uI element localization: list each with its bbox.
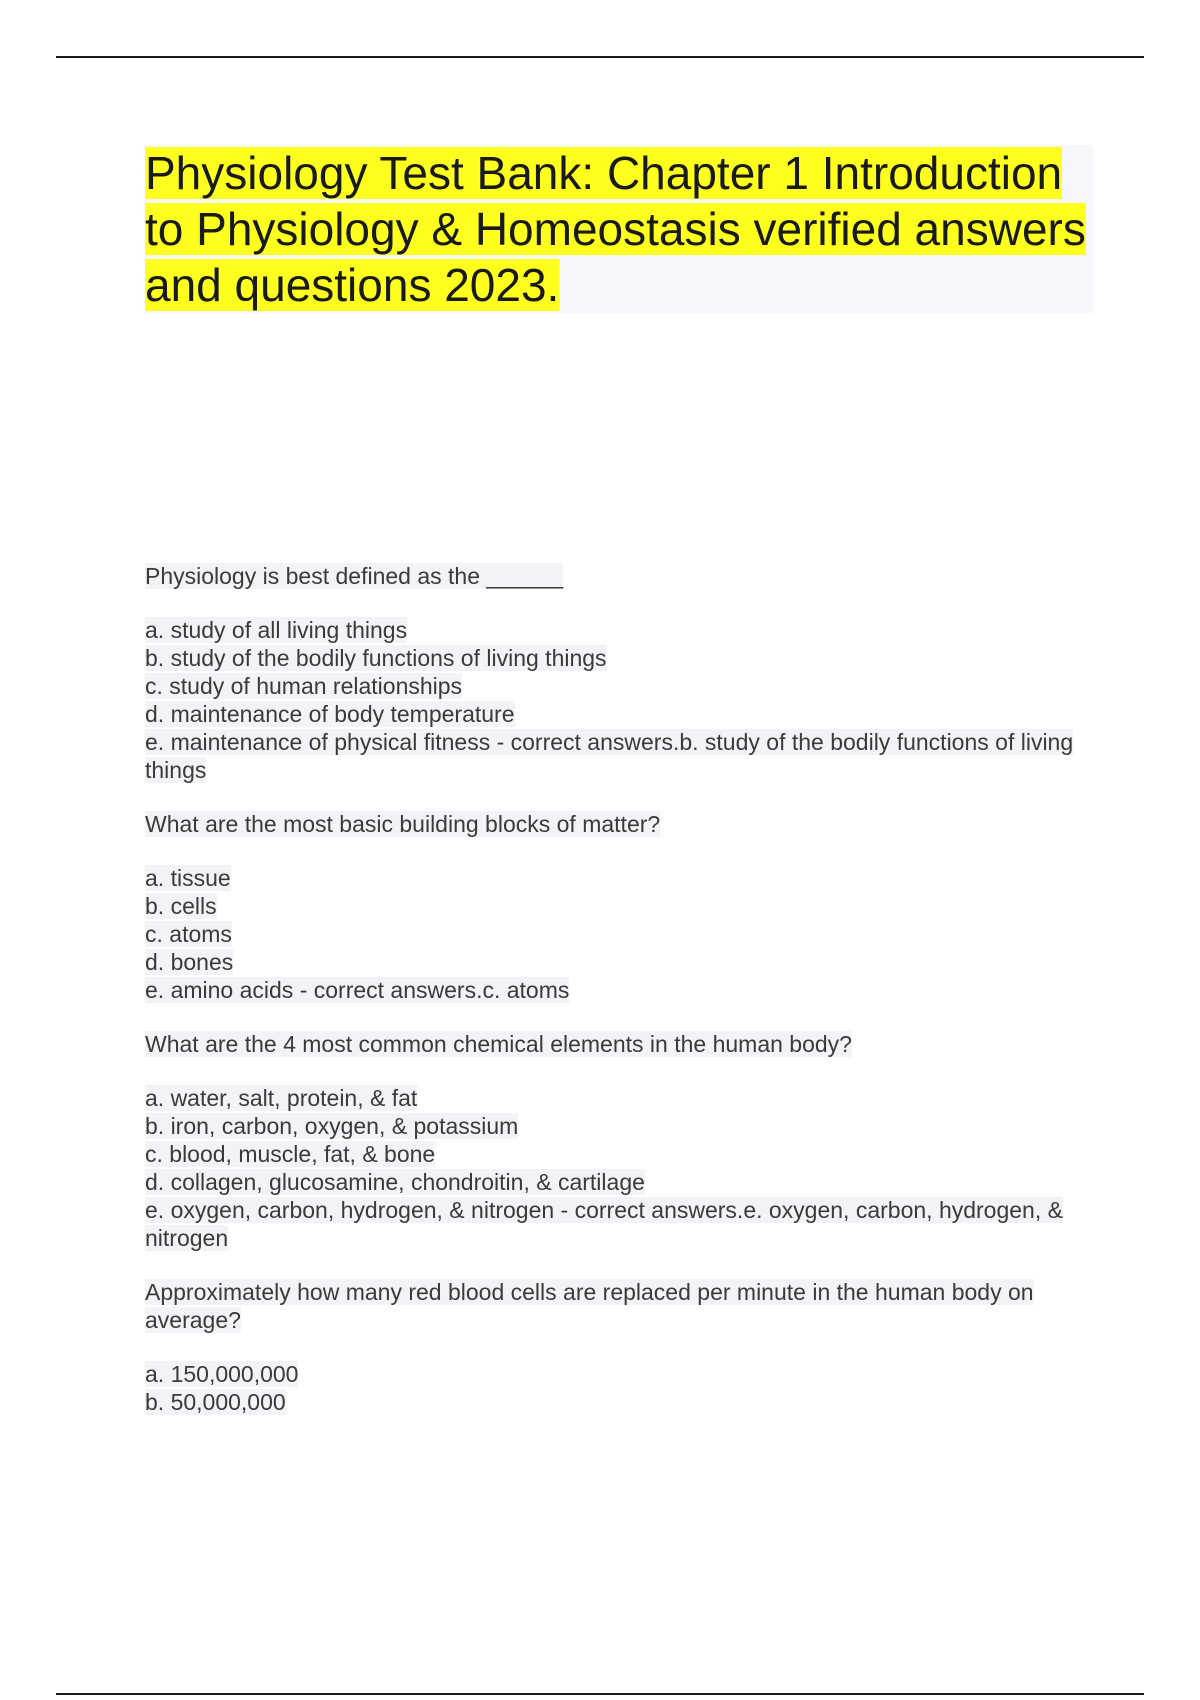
answer-option: c. study of human relationships: [145, 673, 463, 699]
question-text: What are the 4 most common chemical elements in the human body?: [145, 1031, 852, 1057]
top-rule: [56, 56, 1144, 58]
answer-options: [145, 1360, 1090, 1416]
answer-option: a. water, salt, protein, & fat: [145, 1085, 418, 1111]
answer-option-correct: e. maintenance of physical fitness - correct answers.b. study of the bodily functions of living things: [145, 729, 1074, 783]
answer-option: a. 150,000,000: [145, 1361, 299, 1387]
question-text: What are the most basic building blocks of matter?: [145, 811, 661, 837]
answer-option: d. maintenance of body temperature: [145, 701, 515, 727]
answer-option: b. study of the bodily functions of living things: [145, 645, 607, 671]
question-text: Physiology is best defined as the ______: [145, 563, 564, 589]
question-list: [145, 562, 1090, 1442]
document-title: Physiology Test Bank: Chapter 1 Introduction to Physiology & Homeostasis verified answers and questions 2023.: [145, 147, 1086, 311]
answer-option: b. 50,000,000: [145, 1389, 286, 1415]
title-block: [145, 145, 1093, 313]
question-4: [145, 1278, 1090, 1416]
answer-option-correct: e. amino acids - correct answers.c. atoms: [145, 977, 570, 1003]
answer-options: [145, 1084, 1090, 1252]
answer-option: c. atoms: [145, 921, 232, 947]
question-2: [145, 810, 1090, 1004]
question-text: Approximately how many red blood cells are replaced per minute in the human body on average?: [145, 1279, 1034, 1333]
answer-option: c. blood, muscle, fat, & bone: [145, 1141, 436, 1167]
bottom-rule: [56, 1693, 1144, 1695]
answer-option: b. iron, carbon, oxygen, & potassium: [145, 1113, 519, 1139]
answer-option: d. bones: [145, 949, 234, 975]
answer-options: [145, 616, 1090, 784]
answer-option: a. tissue: [145, 865, 231, 891]
answer-option: a. study of all living things: [145, 617, 408, 643]
answer-options: [145, 864, 1090, 1004]
answer-option: d. collagen, glucosamine, chondroitin, & cartilage: [145, 1169, 645, 1195]
answer-option: b. cells: [145, 893, 217, 919]
question-3: [145, 1030, 1090, 1252]
answer-option-correct: e. oxygen, carbon, hydrogen, & nitrogen - correct answers.e. oxygen, carbon, hydrogen, & nitrogen: [145, 1197, 1063, 1251]
question-1: [145, 562, 1090, 784]
